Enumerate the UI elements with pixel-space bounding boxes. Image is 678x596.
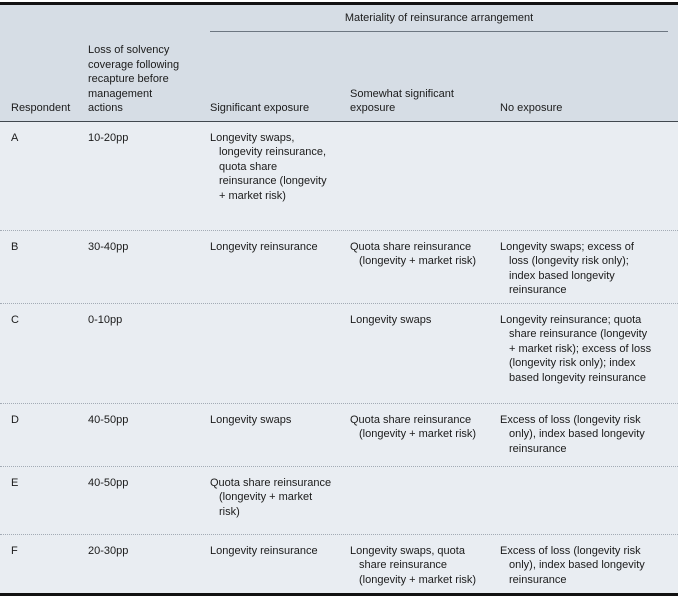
cell-somewhat: Quota share reinsurance (longevity + market risk)	[350, 413, 477, 440]
cell-somewhat: Quota share reinsurance (longevity + market risk)	[350, 240, 477, 267]
table-row	[0, 303, 678, 403]
cell-none: Excess of loss (longevity risk only), index based longevity reinsurance	[500, 413, 645, 455]
cell-respondent: E	[11, 476, 19, 489]
cell-loss: 30-40pp	[88, 240, 129, 253]
cell-somewhat: Longevity swaps, quota share reinsurance (longevity + market risk)	[350, 544, 477, 586]
cell-none: Longevity swaps; excess of loss (longevity risk only); index based longevity reinsurance	[500, 240, 634, 296]
cell-significant: Longevity swaps	[210, 413, 292, 426]
cell-none: Longevity reinsurance; quota share reinsurance (longevity + market risk); excess of loss (longevity risk only); index based longevity reinsurance	[500, 313, 652, 384]
column-headers-row	[0, 32, 678, 121]
table-row	[0, 122, 678, 230]
cell-significant: Longevity reinsurance	[210, 544, 318, 557]
cell-loss: 20-30pp	[88, 544, 129, 557]
cell-respondent: B	[11, 240, 19, 253]
column-header-somewhat-significant-exposure: Somewhat significant exposure	[350, 87, 454, 114]
table-row	[0, 230, 678, 303]
cell-respondent: A	[11, 131, 19, 144]
table-header	[0, 5, 678, 122]
reinsurance-materiality-table	[0, 2, 678, 596]
span-header-label: Materiality of reinsurance arrangement	[344, 12, 534, 24]
cell-significant: Longevity reinsurance	[210, 240, 318, 253]
column-header-significant-exposure: Significant exposure	[210, 102, 310, 114]
table-row	[0, 403, 678, 466]
table-body	[0, 122, 678, 596]
column-header-loss-of-solvency: Loss of solvency coverage following recapture before management actions	[88, 44, 180, 114]
column-header-respondent: Respondent	[11, 102, 71, 114]
cell-respondent: D	[11, 413, 19, 426]
span-header-materiality	[210, 5, 668, 32]
cell-none: Excess of loss (longevity risk only), index based longevity reinsurance	[500, 544, 645, 586]
cell-respondent: C	[11, 313, 19, 326]
cell-loss: 10-20pp	[88, 131, 129, 144]
cell-significant: Quota share reinsurance (longevity + market risk)	[210, 476, 332, 518]
cell-somewhat: Longevity swaps	[350, 313, 432, 326]
cell-loss: 40-50pp	[88, 413, 129, 426]
table-row	[0, 534, 678, 596]
column-header-no-exposure: No exposure	[500, 102, 563, 114]
cell-respondent: F	[11, 544, 18, 557]
cell-loss: 40-50pp	[88, 476, 129, 489]
cell-significant: Longevity swaps, longevity reinsurance, quota share reinsurance (longevity + market risk)	[210, 131, 327, 202]
cell-loss: 0-10pp	[88, 313, 123, 326]
table-row	[0, 466, 678, 534]
